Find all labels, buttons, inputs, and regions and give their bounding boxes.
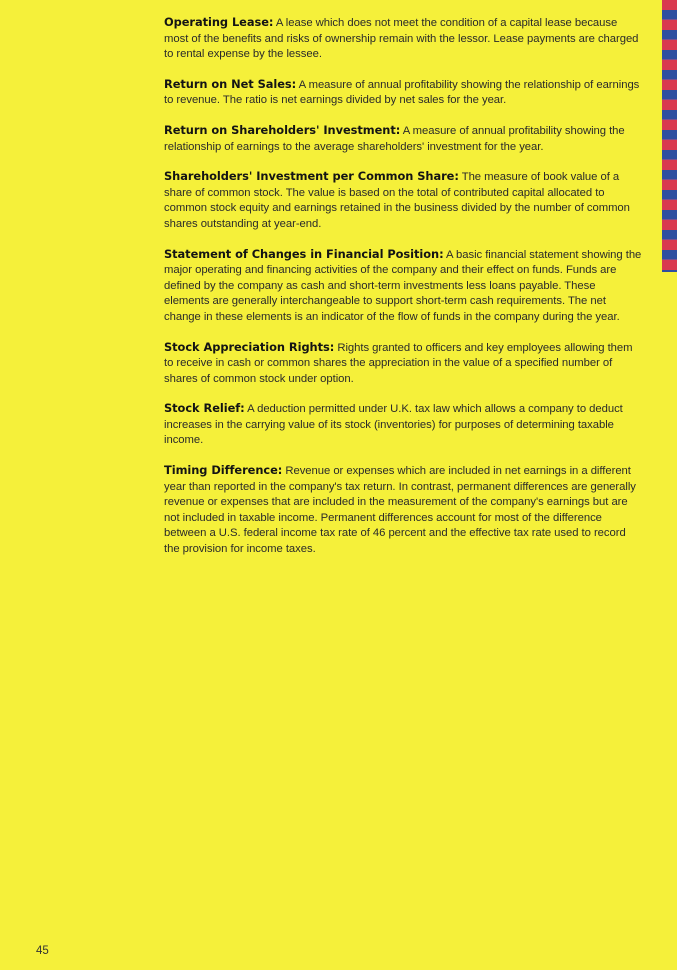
glossary-term: Return on Net Sales: [164, 76, 297, 91]
glossary-definition: The measure of book value of a share of common stock. The value is based on the total of contributed capital allocated to common stock equity and earnings retained in the business divided by the number of common shares outstanding at year-end. [164, 171, 630, 230]
glossary-definition: Rights granted to officers and key employees allowing them to receive in cash or common shares the appreciation in the value of a specified number of shares of common stock under option. [164, 341, 633, 385]
glossary-definition: A measure of annual profitability showing the relationship of earnings to revenue. The ratio is net earnings divided by net sales for the year. [164, 78, 640, 107]
glossary-definition: A measure of annual profitability showing the relationship of earnings to the average shareholders' investment for the year. [164, 124, 625, 153]
glossary-term: Stock Relief: [164, 401, 245, 416]
glossary-term: Timing Difference: [164, 463, 283, 478]
glossary-term: Operating Lease: [164, 15, 274, 29]
page-edge-stripes [662, 0, 677, 272]
glossary-definition: A lease which does not meet the condition of a capital lease because most of the benefits and risks of ownership remain with the lessor. Lease payments are charged to rental expense by the lessee. [164, 17, 639, 61]
glossary-entry-timing-difference [164, 463, 642, 558]
glossary-entry-statement-of-changes [164, 247, 642, 326]
glossary-term: Stock Appreciation Rights: [164, 339, 335, 354]
glossary-content [164, 15, 642, 572]
glossary-entry-operating-lease [164, 15, 642, 63]
glossary-term: Statement of Changes in Financial Position: [164, 246, 444, 261]
glossary-term: Return on Shareholders' Investment: [164, 122, 401, 137]
glossary-definition: A deduction permitted under U.K. tax law which allows a company to deduct increases in the carrying value of its stock (inventories) for purposes of determining taxable income. [164, 403, 623, 447]
glossary-entry-shareholders-investment-per-share [164, 169, 642, 232]
glossary-entry-stock-appreciation-rights [164, 340, 642, 388]
glossary-definition: A basic financial statement showing the major operating and financing activities of the company and their effect on funds. Funds are defined by the company as cash and short-term investments less loans payable. These elements are generally interchangeable to support short-term cash requirements. The net change in these elements is an indicator of the flow of funds in the company during the year. [164, 248, 642, 323]
glossary-term: Shareholders' Investment per Common Share: [164, 169, 459, 184]
glossary-entry-stock-relief [164, 401, 642, 449]
glossary-entry-return-on-shareholders-investment [164, 123, 642, 155]
page-number: 45 [36, 945, 49, 957]
glossary-entry-return-on-net-sales [164, 77, 642, 109]
glossary-definition: Revenue or expenses which are included in net earnings in a different year than reported in the company's tax return. In contrast, permanent differences are generally revenue or expenses that are included in the measurement of the company's earnings but are not included in taxable income. Permanent differences account for most of the difference between a U.S. federal income tax rate of 46 percent and the effective tax rate used to record the provision for income taxes. [164, 465, 636, 556]
